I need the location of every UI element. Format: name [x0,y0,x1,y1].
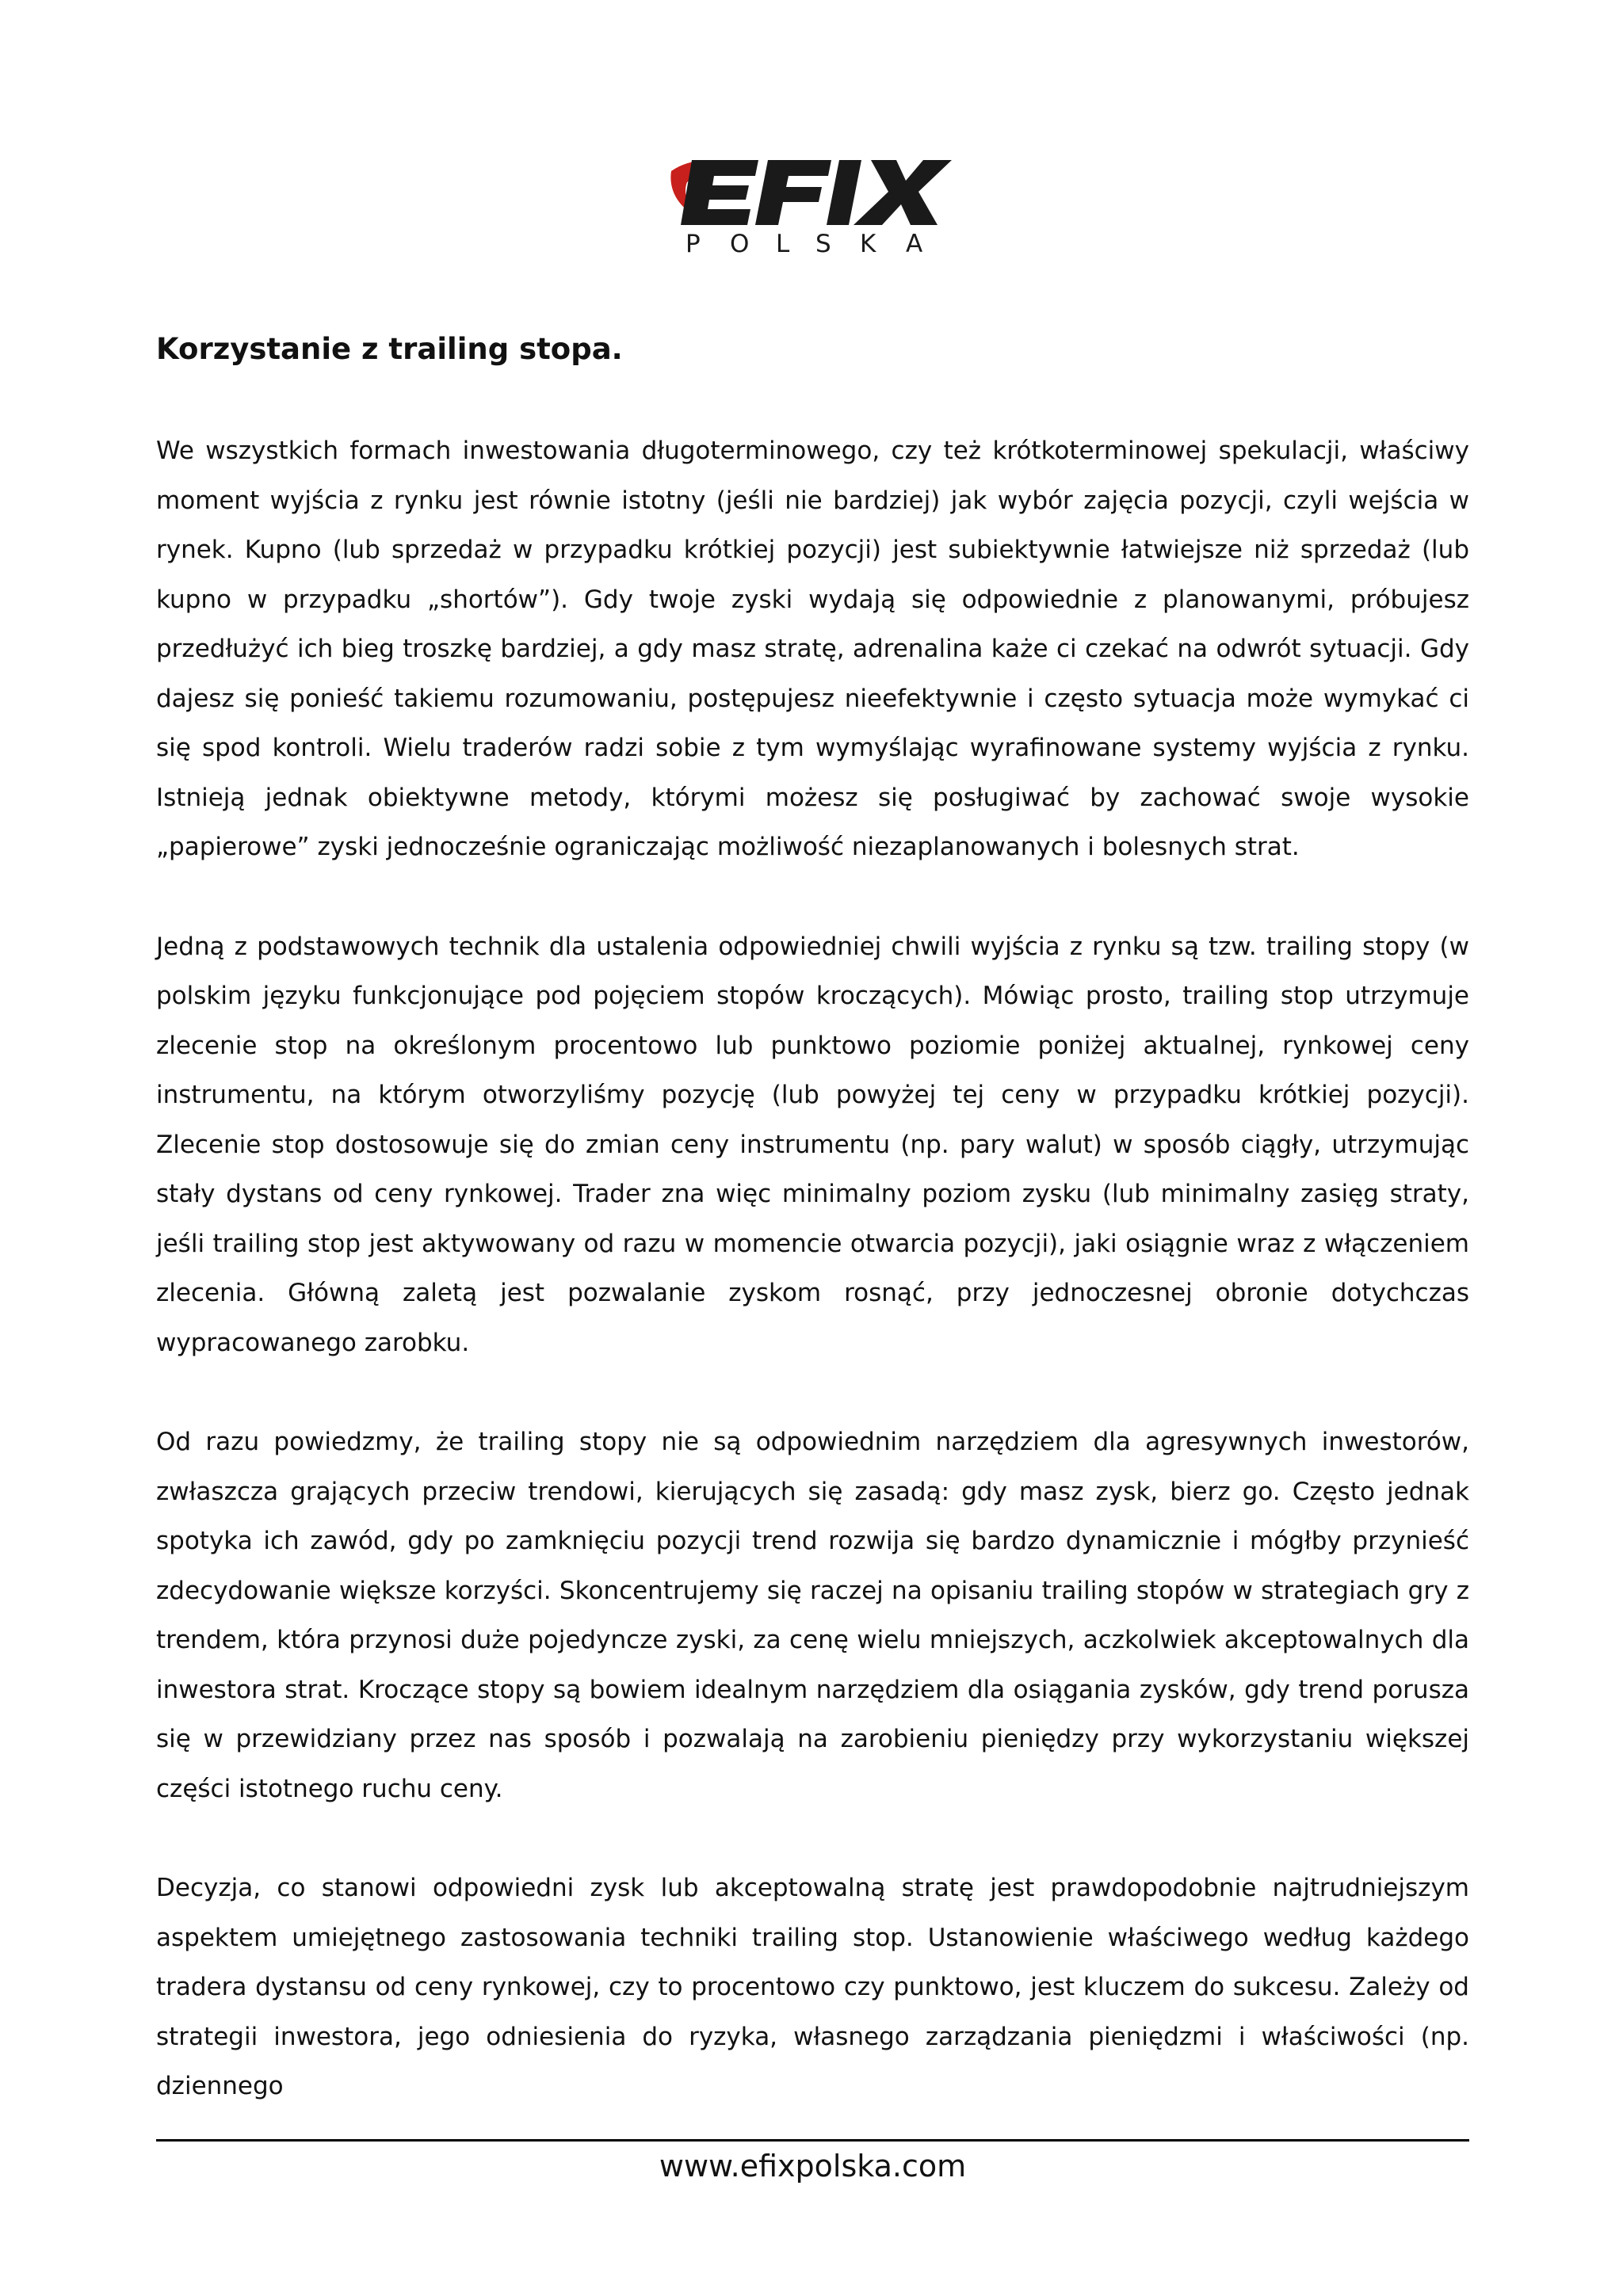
document-body [156,426,1469,2161]
document-title: Korzystanie z trailing stopa. [156,332,623,366]
footer-website-link[interactable]: www.efixpolska.com [659,2149,967,2183]
svg-text:A: A [906,230,923,255]
paragraph: We wszystkich formach inwestowania długoterminowego, czy też krótkoterminowej spekulacji, właściwy moment wyjścia z rynku jest równie istotny (jeśli nie bardziej) jak wybór zajęcia pozycji, czyli wejścia w rynek. Kupno (lub sprzedaż w przypadku krótkiej pozycji) jest subiektywnie łatwiejsze niż sprzedaż (lub kupno w przypadku „shortów”). Gdy twoje zyski wydają się odpowiednie z planowanymi, próbujesz przedłużyć ich bieg troszkę bardziej, a gdy masz stratę, adrenalina każe ci czekać na odwrót sytuacji. Gdy dajesz się ponieść takiemu rozumowaniu, postępujesz nieefektywnie i często sytuacja może wymykać ci się spod kontroli. Wielu traderów radzi sobie z tym wymyślając wyrafinowane systemy wyjścia z rynku. Istnieją jednak obiektywne metody, którymi możesz się posługiwać by zachować swoje wysokie „papierowe” zyski jednocześnie ograniczając możliwość niezaplanowanych i bolesnych strat. [156,437,1469,861]
svg-text:S: S [815,230,831,255]
paragraph: Decyzja, co stanowi odpowiedni zysk lub akceptowalną stratę jest prawdopodobnie najtrudniejszym aspektem umiejętnego zastosowania techniki trailing stop. Ustanowienie właściwego według każdego tradera dystansu od ceny rynkowej, czy to procentowo czy punktowo, jest kluczem do sukcesu. Zależy od strategii inwestora, jego odniesienia do ryzyka, własnego zarządzania pieniędzmi i właściwości (np. dziennego [156,1874,1469,2100]
svg-text:K: K [860,230,876,255]
logo-letter-i [827,160,861,225]
svg-text:P: P [685,230,701,255]
logo-letter-f [755,160,831,225]
efix-polska-logo [670,147,955,255]
paragraph: Od razu powiedzmy, że trailing stopy nie są odpowiednim narzędziem dla agresywnych inwestorów, zwłaszcza grających przeciw trendowi, kierujących się zasadą: gdy masz zysk, bierz go. Często jednak spotyka ich zawód, gdy po zamknięciu pozycji trend rozwija się bardzo dynamicznie i mógłby przynieść zdecydowanie większe korzyści. Skoncentrujemy się raczej na opisaniu trailing stopów w strategiach gry z trendem, która przynosi duże pojedyncze zyski, za cenę wielu mniejszych, aczkolwiek akceptowalnych dla inwestora strat. Kroczące stopy są bowiem idealnym narzędziem dla osiągania zysków, gdy trend porusza się w przewidziany przez nas sposób i pozwalają na zarobieniu pieniędzy przy wykorzystaniu większej części istotnego ruchu ceny. [156,1428,1469,1803]
logo-letter-e [681,160,758,225]
efix-polska-logo-graphic [670,147,955,255]
svg-text:L: L [776,230,790,255]
logo-letter-x [854,160,952,225]
logo-tagline [685,230,922,255]
footer-divider [156,2139,1469,2142]
svg-text:O: O [730,230,750,255]
paragraph: Jedną z podstawowych technik dla ustalenia odpowiedniej chwili wyjścia z rynku są tzw. trailing stopy (w polskim języku funkcjonujące pod pojęciem stopów kroczących). Mówiąc prosto, trailing stop utrzymuje zlecenie stop na określonym procentowo lub punktowo poziomie poniżej aktualnej, rynkowej ceny instrumentu, na którym otworzyliśmy pozycję (lub powyżej tej ceny w przypadku krótkiej pozycji). Zlecenie stop dostosowuje się do zmian ceny instrumentu (np. pary walut) w sposób ciągły, utrzymując stały dystans od ceny rynkowej. Trader zna więc minimalny poziom zysku (lub minimalny zasięg straty, jeśli trailing stop jest aktywowany od razu w momencie otwarcia pozycji), jaki osiągnie wraz z włączeniem zlecenia. Główną zaletą jest pozwalanie zyskom rosnąć, przy jednoczesnej obronie dotychczas wypracowanego zarobku. [156,932,1469,1357]
